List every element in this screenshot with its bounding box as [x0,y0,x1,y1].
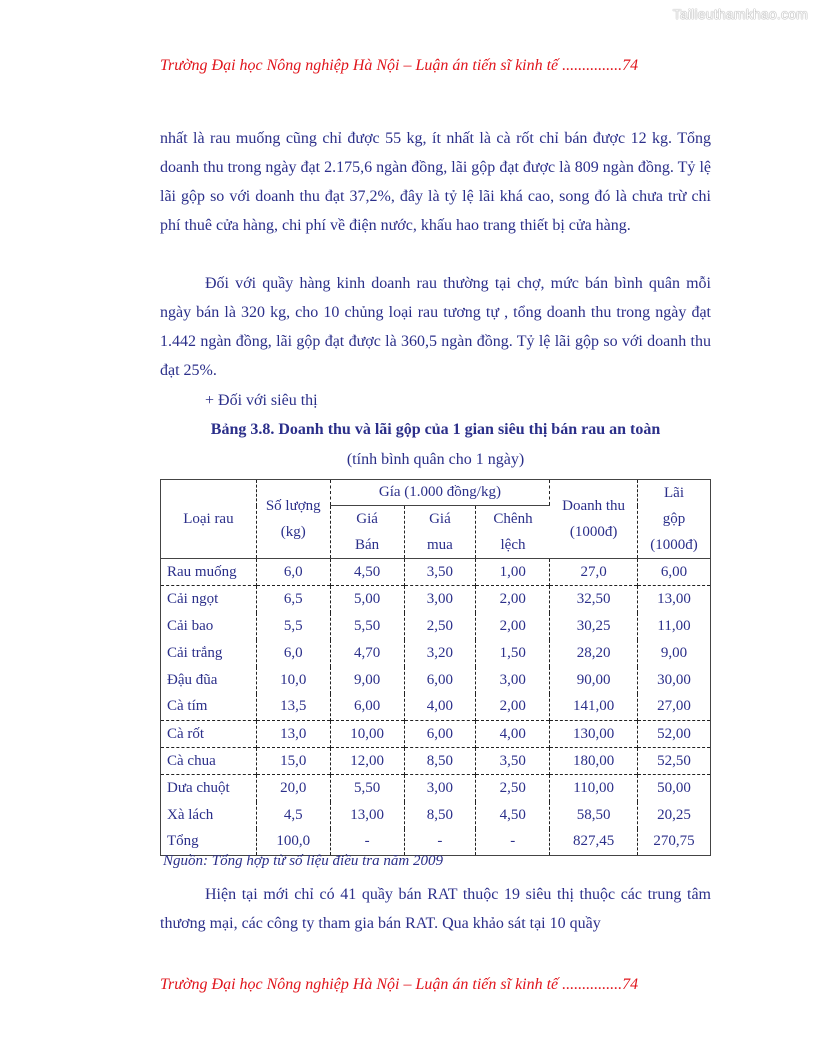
table-cell: 6,00 [330,694,404,721]
paragraph-1: nhất là rau muống cũng chỉ được 55 kg, ít nhất là cà rốt chỉ bán được 12 kg. Tổng doanh thu trong ngày đạt 2.175,6 ngàn đồng, lãi gộp đạt được là 809 ngàn đồng. Tỷ lệ lãi gộp so với doanh thu đạt 37,2%, đây là tỷ lệ lãi khá cao, song đó là chưa trừ chi phí thuê cửa hàng, chi phí về điện nước, khấu hao trang thiết bị cửa hàng. [160,130,711,234]
row-label-cell: Tổng [161,829,257,856]
table-cell: 2,00 [476,694,550,721]
table-row [161,559,711,586]
table-cell: 8,50 [404,802,476,829]
row-label-cell: Rau muống [161,559,257,586]
row-label-cell: Dưa chuột [161,775,257,802]
row-label-cell: Cà tím [161,694,257,721]
table-cell: 6,0 [256,559,330,586]
header-chenh-lech: Chênh lệch [493,511,533,553]
row-label-cell: Cà chua [161,748,257,775]
header-lai-gop: Lãi gộp (1000đ) [650,485,698,553]
header-gia-mua: Giá mua [404,506,476,559]
table-cell: - [330,829,404,856]
table-cell: 3,00 [404,586,476,613]
table-cell: 12,00 [330,748,404,775]
table-cell: 10,00 [330,721,404,748]
table-cell: 110,00 [550,775,638,802]
row-label-cell: Cải ngọt [161,586,257,613]
paragraph-4: Hiện tại mới chỉ có 41 quầy bán RAT thuộc 19 siêu thị thuộc các trung tâm thương mại, các công ty tham gia bán RAT. Qua khảo sát tại 10 quầy [160,886,711,932]
table-row [161,829,711,856]
table-cell: 4,00 [404,694,476,721]
table-cell: - [404,829,476,856]
page-header: Trường Đại học Nông nghiệp Hà Nội – Luận án tiến sĩ kinh tế ...............74 [160,57,639,74]
table-cell: 11,00 [657,617,691,634]
table-cell: 4,50 [330,559,404,586]
table-cell: 141,00 [550,694,638,721]
table-cell: 5,5 [256,613,330,640]
table-row [161,748,711,775]
table-cell: 5,50 [330,775,404,802]
page-footer: Trường Đại học Nông nghiệp Hà Nội – Luận án tiến sĩ kinh tế ...............74 [160,976,639,993]
table-cell: 28,20 [550,640,638,667]
table-cell: 9,00 [330,667,404,694]
table-cell: 4,50 [476,802,550,829]
table-cell: 6,0 [256,640,330,667]
table-cell: 27,00 [657,698,691,715]
table-cell: - [476,829,550,856]
table-cell: 1,00 [476,559,550,586]
table-title: Bảng 3.8. Doanh thu và lãi gộp của 1 gian siêu thị bán rau an toàn [210,421,661,438]
table-subtitle: (tính bình quân cho 1 ngày) [346,451,525,468]
table-cell: 6,00 [404,721,476,748]
table-row [161,613,711,640]
table-cell: 270,75 [653,833,695,850]
table-cell: 4,5 [256,802,330,829]
header-gia-group: Gía (1.000 đồng/kg) [330,480,550,506]
table-cell: 50,00 [657,779,691,796]
header-so-luong: Số lượng (kg) [256,480,330,559]
table-cell: 13,0 [256,721,330,748]
table-cell: 130,00 [550,721,638,748]
table-cell: 3,00 [404,775,476,802]
table-cell: 30,00 [657,671,691,688]
table-cell: 13,00 [657,590,691,607]
paragraph-3: + Đối với siêu thị [205,392,318,409]
table-cell: 20,0 [256,775,330,802]
table-cell: 3,50 [476,748,550,775]
table-cell: 10,0 [256,667,330,694]
table-cell: 6,00 [660,563,688,580]
table-row [161,667,711,694]
table-row [161,775,711,802]
table-cell: 180,00 [550,748,638,775]
table-cell: 3,00 [476,667,550,694]
table-cell: 27,0 [550,559,638,586]
table-cell: 20,25 [657,806,691,823]
table-cell: 4,00 [476,721,550,748]
table-cell: 1,50 [476,640,550,667]
table-cell: 4,70 [330,640,404,667]
table-cell: 13,5 [256,694,330,721]
table-cell: 2,00 [476,586,550,613]
table-cell: 5,50 [330,613,404,640]
table-row [161,802,711,829]
row-label-cell: Cà rốt [161,721,257,748]
row-label-cell: Đậu đũa [161,667,257,694]
table-cell: 2,50 [404,613,476,640]
table-row [161,721,711,748]
table-cell: 2,50 [476,775,550,802]
table-cell: 827,45 [550,829,638,856]
header-loai-rau: Loại rau [161,480,257,559]
table-cell: 58,50 [550,802,638,829]
table-cell: 8,50 [404,748,476,775]
table-cell: 3,20 [404,640,476,667]
table-cell: 6,5 [256,586,330,613]
header-gia-ban: Giá Bán [330,506,404,559]
watermark-text: Tailieuthamkhao.com [672,6,808,22]
table-row [161,586,711,613]
table-cell: 90,00 [550,667,638,694]
table-cell: 3,50 [404,559,476,586]
table-cell: 100,0 [256,829,330,856]
table-cell: 13,00 [330,802,404,829]
table-cell: 2,00 [476,613,550,640]
table-cell: 9,00 [660,644,688,661]
paragraph-2: Đối với quầy hàng kinh doanh rau thường tại chợ, mức bán bình quân mỗi ngày bán là 320 kg, cho 10 chủng loại rau tương tự , tổng doanh thu trong ngày đạt 1.442 ngàn đồng, lãi gộp đạt được là 360,5 ngàn đồng. Tỷ lệ lãi gộp so với doanh thu đạt 25%. [160,275,711,379]
table-source: Nguồn: Tổng hợp từ số liệu điều tra năm 2009 [163,853,443,869]
table-cell: 52,00 [657,725,691,742]
table-cell: 15,0 [256,748,330,775]
table-row [161,640,711,667]
header-doanh-thu: Doanh thu (1000đ) [550,480,638,559]
table-row [161,694,711,721]
table-cell: 5,00 [330,586,404,613]
table-cell: 52,50 [657,752,691,769]
table-cell: 30,25 [550,613,638,640]
row-label-cell: Cải bao [161,613,257,640]
table-cell: 32,50 [550,586,638,613]
table-cell: 6,00 [404,667,476,694]
row-label-cell: Cải trắng [161,640,257,667]
revenue-table [160,479,711,856]
row-label-cell: Xà lách [161,802,257,829]
